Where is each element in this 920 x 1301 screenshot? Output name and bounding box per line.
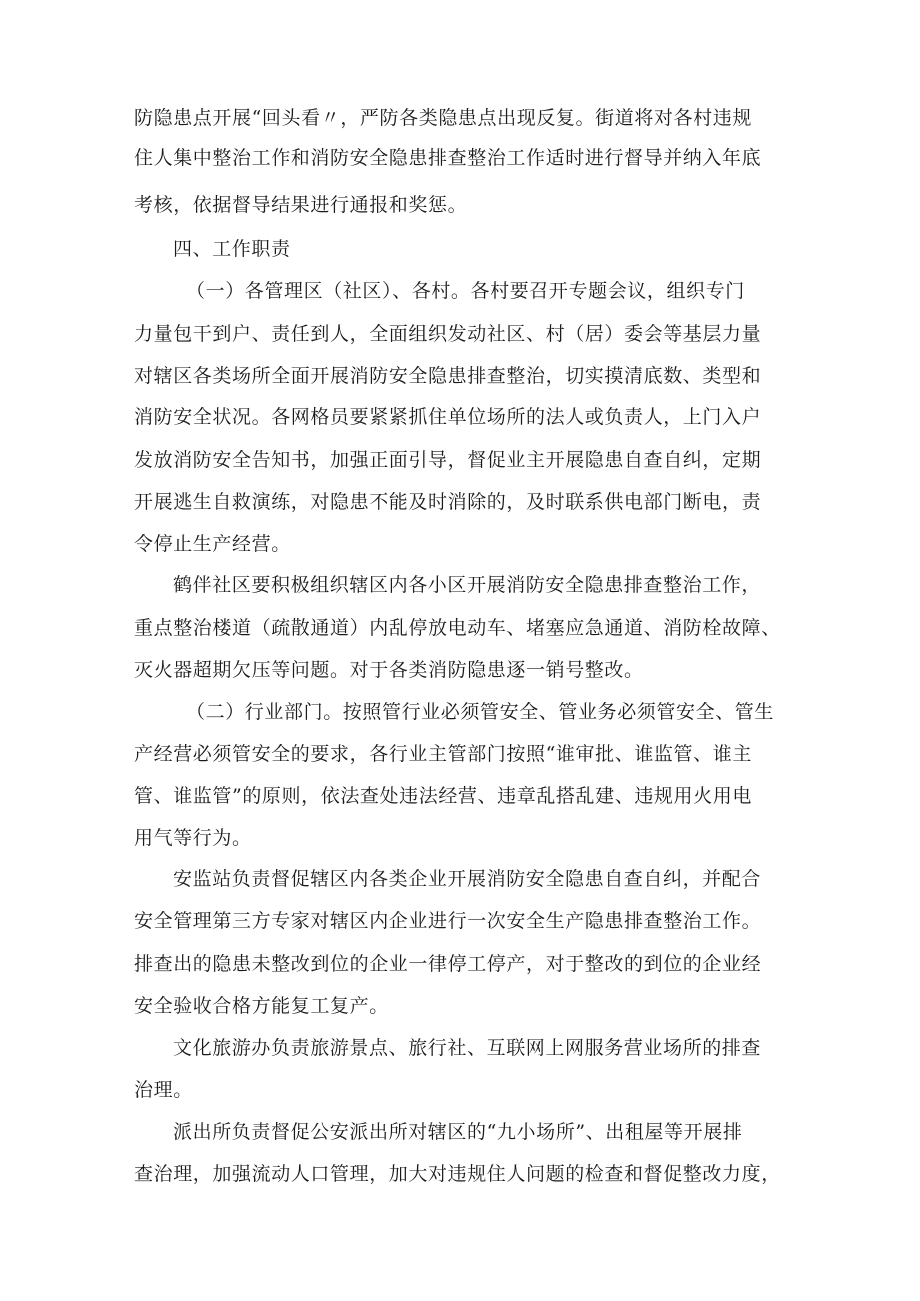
text-line: 文化旅游办负责旅游景点、旅行社、互联网上网服务营业场所的排查 bbox=[173, 1037, 762, 1059]
text-line: 灭火器超期欠压等问题。对于各类消防隐患逐一销号整改。 bbox=[134, 659, 644, 681]
text-line: （二）行业部门。按照管行业必须管安全、管业务必须管安全、管生 bbox=[186, 701, 775, 723]
text-line: （一）各管理区（社区）、各村。各村要召开专题会议，组织专门 bbox=[186, 280, 745, 302]
text-line: 考核，依据督导结果进行通报和奖惩。 bbox=[134, 194, 468, 216]
text-line: 力量包干到户、责任到人，全面组织发动社区、村（居）委会等基层力量 bbox=[134, 323, 762, 345]
text-line: 鹤伴社区要积极组织辖区内各小区开展消防安全隐患排查整治工作， bbox=[173, 574, 762, 596]
text-line: 安全验收合格方能复工复产。 bbox=[134, 995, 389, 1017]
text-line: 排查出的隐患未整改到位的企业一律停工停产，对于整改的到位的企业经 bbox=[134, 953, 762, 975]
text-line: 安全管理第三方专家对辖区内企业进行一次安全生产隐患排查整治工作。 bbox=[134, 910, 762, 932]
text-line: 管、谁监管”的原则，依法查处违法经营、违章乱搭乱建、违规用火用电 bbox=[134, 785, 752, 807]
text-line: 住人集中整治工作和消防安全隐患排查整治工作适时进行督导并纳入年底 bbox=[134, 147, 762, 169]
text-line: 查治理，加强流动人口管理，加大对违规住人问题的检查和督促整改力度， bbox=[134, 1163, 781, 1185]
text-line: 防隐患点开展“回头看〃，严防各类隐患点出现反复。街道将对各村违规 bbox=[134, 107, 752, 129]
text-line: 发放消防安全告知书，加强正面引导，督促业主开展隐患自查自纠，定期 bbox=[134, 449, 762, 471]
text-line: 重点整治楼道（疏散通道）内乱停放电动车、堵塞应急通道、消防栓故障、 bbox=[134, 617, 781, 639]
text-line: 安监站负责督促辖区内各类企业开展消防安全隐患自查自纠，并配合 bbox=[173, 868, 762, 890]
text-line: 产经营必须管安全的要求，各行业主管部门按照“谁审批、谁监管、谁主 bbox=[134, 743, 752, 765]
text-line: 开展逃生自救演练，对隐患不能及时消除的，及时联系供电部门断电，责 bbox=[134, 491, 762, 513]
text-line: 对辖区各类场所全面开展消防安全隐患排查整治，切实摸清底数、类型和 bbox=[134, 365, 762, 387]
text-line: 用气等行为。 bbox=[134, 827, 252, 849]
text-line: 消防安全状况。各网格员要紧紧抓住单位场所的法人或负责人，上门入户 bbox=[134, 406, 762, 428]
text-line: 派出所负责督促公安派出所对辖区的“九小场所”、出租屋等开展排 bbox=[173, 1121, 743, 1143]
text-line: 令停止生产经营。 bbox=[134, 533, 291, 555]
text-line: 治理。 bbox=[134, 1079, 193, 1101]
section-heading: 四、工作职责 bbox=[173, 238, 291, 260]
